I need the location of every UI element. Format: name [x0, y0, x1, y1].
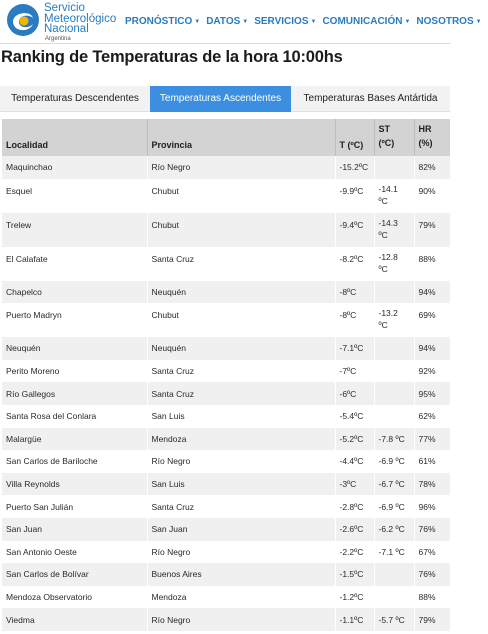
- cell-temperatura: -1.1ºC: [335, 608, 374, 631]
- main-nav: [125, 16, 488, 27]
- st-value: -6.7 ºC: [378, 479, 405, 490]
- cell-sensacion-termica: [374, 473, 414, 496]
- cell-sensacion-termica: [374, 360, 414, 383]
- cell-temperatura: -6ºC: [335, 382, 374, 405]
- cell-provincia: Santa Cruz: [147, 382, 335, 405]
- cell-sensacion-termica: [374, 247, 414, 281]
- cell-humedad: 67%: [414, 541, 450, 564]
- table-row: [2, 405, 450, 428]
- cell-sensacion-termica: [374, 495, 414, 518]
- cell-localidad: Malargüe: [2, 428, 147, 451]
- cell-provincia: Chubut: [147, 303, 335, 337]
- st-unit: ºC: [378, 195, 388, 206]
- cell-sensacion-termica: [374, 179, 414, 213]
- cell-humedad: 90%: [414, 179, 450, 213]
- brand-line-1: Servicio: [44, 2, 85, 14]
- nav-label: PRONÓSTICO: [125, 16, 193, 27]
- table-row: [2, 450, 450, 473]
- cell-humedad: 79%: [414, 608, 450, 631]
- brand-line-4: Argentina: [45, 35, 71, 42]
- caret-down-icon: ▼: [194, 19, 201, 25]
- table-row: [2, 473, 450, 496]
- cell-humedad: 94%: [414, 337, 450, 360]
- st-header-line-2: (ºC): [378, 138, 395, 148]
- cell-localidad: Esquel: [2, 179, 147, 213]
- table-row: [2, 608, 450, 631]
- column-header-temperatura[interactable]: T (ºC): [335, 119, 374, 156]
- cell-humedad: 78%: [414, 473, 450, 496]
- cell-sensacion-termica: [374, 608, 414, 631]
- cell-localidad: San Carlos de Bolívar: [2, 563, 147, 586]
- st-value: -6.9 ºC: [378, 456, 405, 467]
- cell-localidad: Neuquén: [2, 337, 147, 360]
- cell-temperatura: -3ºC: [335, 473, 374, 496]
- st-unit: ºC: [378, 229, 388, 240]
- table-row: [2, 337, 450, 360]
- cell-humedad: 79%: [414, 213, 450, 247]
- cell-localidad: Maquinchao: [2, 156, 147, 179]
- table-row: [2, 382, 450, 405]
- cell-humedad: 92%: [414, 360, 450, 383]
- column-header-hr[interactable]: [414, 119, 450, 156]
- cell-localidad: Villa Reynolds: [2, 473, 147, 496]
- st-value: -7.8 ºC: [378, 433, 405, 444]
- cell-temperatura: -1.5ºC: [335, 563, 374, 586]
- cell-provincia: Chubut: [147, 213, 335, 247]
- ranking-tabs: [0, 86, 450, 112]
- cell-temperatura: -8.2ºC: [335, 247, 374, 281]
- cell-sensacion-termica: [374, 518, 414, 541]
- cell-temperatura: -7ºC: [335, 360, 374, 383]
- cell-provincia: Santa Cruz: [147, 360, 335, 383]
- cell-provincia: San Juan: [147, 518, 335, 541]
- ranking-table: [2, 119, 451, 631]
- cell-provincia: Río Negro: [147, 541, 335, 564]
- column-header-localidad[interactable]: Localidad: [2, 119, 147, 156]
- table-row: [2, 156, 450, 179]
- cell-provincia: Río Negro: [147, 608, 335, 631]
- cell-localidad: San Juan: [2, 518, 147, 541]
- site-header: [0, 0, 482, 46]
- cell-sensacion-termica: [374, 541, 414, 564]
- st-value: -6.2 ºC: [378, 524, 405, 535]
- cell-sensacion-termica: [374, 586, 414, 609]
- cell-localidad: San Antonio Oeste: [2, 541, 147, 564]
- cell-provincia: Río Negro: [147, 450, 335, 473]
- brand-line-3: Nacional: [44, 23, 89, 35]
- tab-temperaturas-descendentes[interactable]: Temperaturas Descendentes: [11, 93, 139, 104]
- cell-humedad: 88%: [414, 586, 450, 609]
- cell-temperatura: -4.4ºC: [335, 450, 374, 473]
- cell-provincia: Chubut: [147, 179, 335, 213]
- caret-down-icon: ▼: [404, 19, 411, 25]
- cell-sensacion-termica: [374, 563, 414, 586]
- cell-temperatura: -2.2ºC: [335, 541, 374, 564]
- cell-sensacion-termica: [374, 156, 414, 179]
- st-value: -5.7 ºC: [378, 614, 405, 625]
- table-row: [2, 360, 450, 383]
- st-value: -12.8: [378, 251, 398, 262]
- cell-localidad: Mendoza Observatorio: [2, 586, 147, 609]
- cell-humedad: 69%: [414, 303, 450, 337]
- table-row: [2, 495, 450, 518]
- cell-sensacion-termica: [374, 213, 414, 247]
- nav-label: NOSOTROS: [416, 16, 474, 27]
- cell-humedad: 76%: [414, 563, 450, 586]
- cell-provincia: Neuquén: [147, 281, 335, 304]
- table-row: [2, 518, 450, 541]
- cell-temperatura: -5.2ºC: [335, 428, 374, 451]
- nav-label: DATOS: [206, 16, 241, 27]
- cell-temperatura: -1.2ºC: [335, 586, 374, 609]
- st-value: -14.1: [378, 183, 398, 194]
- cell-temperatura: -8ºC: [335, 281, 374, 304]
- table-row: [2, 179, 450, 213]
- cell-temperatura: -9.9ºC: [335, 179, 374, 213]
- st-value: -13.2: [378, 308, 398, 319]
- cell-temperatura: -9.4ºC: [335, 213, 374, 247]
- header-divider: [0, 43, 450, 44]
- nav-item-pronostico[interactable]: [125, 16, 200, 27]
- column-header-st[interactable]: [374, 119, 414, 156]
- cell-provincia: Río Negro: [147, 156, 335, 179]
- smn-swirl-logo-icon[interactable]: [5, 2, 41, 38]
- cell-localidad: Chapelco: [2, 281, 147, 304]
- nav-item-datos[interactable]: [206, 16, 248, 27]
- brand-line-2: Meteorológico: [44, 12, 117, 25]
- cell-sensacion-termica: [374, 450, 414, 473]
- table-body: [2, 156, 450, 631]
- nav-label: COMUNICACIÓN: [322, 16, 403, 27]
- table-row: [2, 428, 450, 451]
- cell-provincia: Santa Cruz: [147, 495, 335, 518]
- cell-temperatura: -5.4ºC: [335, 405, 374, 428]
- cell-provincia: San Luis: [147, 473, 335, 496]
- cell-temperatura: -7.1ºC: [335, 337, 374, 360]
- cell-provincia: Santa Cruz: [147, 247, 335, 281]
- cell-localidad: Santa Rosa del Conlara: [2, 405, 147, 428]
- table-row: [2, 247, 450, 281]
- cell-localidad: San Carlos de Bariloche: [2, 450, 147, 473]
- cell-humedad: 88%: [414, 247, 450, 281]
- cell-provincia: Buenos Aires: [147, 563, 335, 586]
- cell-sensacion-termica: [374, 428, 414, 451]
- cell-localidad: Viedma: [2, 608, 147, 631]
- tab-temperaturas-ascendentes[interactable]: Temperaturas Ascendentes: [150, 86, 291, 112]
- cell-humedad: 82%: [414, 156, 450, 179]
- caret-down-icon: ▼: [475, 19, 482, 25]
- cell-localidad: Puerto Madryn: [2, 303, 147, 337]
- st-unit: ºC: [378, 320, 388, 331]
- st-header-line-1: ST: [378, 124, 391, 134]
- cell-localidad: Puerto San Julián: [2, 495, 147, 518]
- table-header-row: [2, 119, 450, 156]
- nav-item-servicios[interactable]: [254, 16, 316, 27]
- table-row: [2, 563, 450, 586]
- cell-temperatura: -15.2ºC: [335, 156, 374, 179]
- column-header-provincia[interactable]: Provincia: [147, 119, 335, 156]
- table-row: [2, 586, 450, 609]
- st-unit: ºC: [378, 263, 388, 274]
- nav-item-comunicacion[interactable]: [322, 16, 410, 27]
- cell-provincia: Neuquén: [147, 337, 335, 360]
- cell-sensacion-termica: [374, 405, 414, 428]
- cell-humedad: 62%: [414, 405, 450, 428]
- cell-sensacion-termica: [374, 337, 414, 360]
- cell-localidad: Río Gallegos: [2, 382, 147, 405]
- brand-name[interactable]: [44, 3, 116, 43]
- cell-temperatura: -2.8ºC: [335, 495, 374, 518]
- table-row: [2, 281, 450, 304]
- st-value: -7.1 ºC: [378, 546, 405, 557]
- caret-down-icon: ▼: [310, 19, 317, 25]
- cell-sensacion-termica: [374, 281, 414, 304]
- cell-localidad: Perito Moreno: [2, 360, 147, 383]
- cell-humedad: 77%: [414, 428, 450, 451]
- cell-humedad: 94%: [414, 281, 450, 304]
- cell-provincia: Mendoza: [147, 428, 335, 451]
- cell-humedad: 61%: [414, 450, 450, 473]
- st-value: -14.3: [378, 217, 398, 228]
- cell-sensacion-termica: [374, 382, 414, 405]
- cell-temperatura: -8ºC: [335, 303, 374, 337]
- st-value: -6.9 ºC: [378, 501, 405, 512]
- cell-localidad: El Calafate: [2, 247, 147, 281]
- table-row: [2, 213, 450, 247]
- page-title: Ranking de Temperaturas de la hora 10:00hs: [1, 48, 343, 66]
- tab-temperaturas-bases-antartida[interactable]: Temperaturas Bases Antártida: [303, 93, 438, 104]
- cell-provincia: San Luis: [147, 405, 335, 428]
- table-row: [2, 541, 450, 564]
- hr-header-line-2: (%): [418, 138, 433, 148]
- cell-temperatura: -2.6ºC: [335, 518, 374, 541]
- cell-localidad: Trelew: [2, 213, 147, 247]
- nav-label: SERVICIOS: [254, 16, 309, 27]
- cell-humedad: 95%: [414, 382, 450, 405]
- caret-down-icon: ▼: [242, 19, 249, 25]
- cell-humedad: 96%: [414, 495, 450, 518]
- table-row: [2, 303, 450, 337]
- cell-sensacion-termica: [374, 303, 414, 337]
- hr-header-line-1: HR: [418, 124, 432, 134]
- cell-provincia: Mendoza: [147, 586, 335, 609]
- cell-humedad: 76%: [414, 518, 450, 541]
- nav-item-nosotros[interactable]: [416, 16, 481, 27]
